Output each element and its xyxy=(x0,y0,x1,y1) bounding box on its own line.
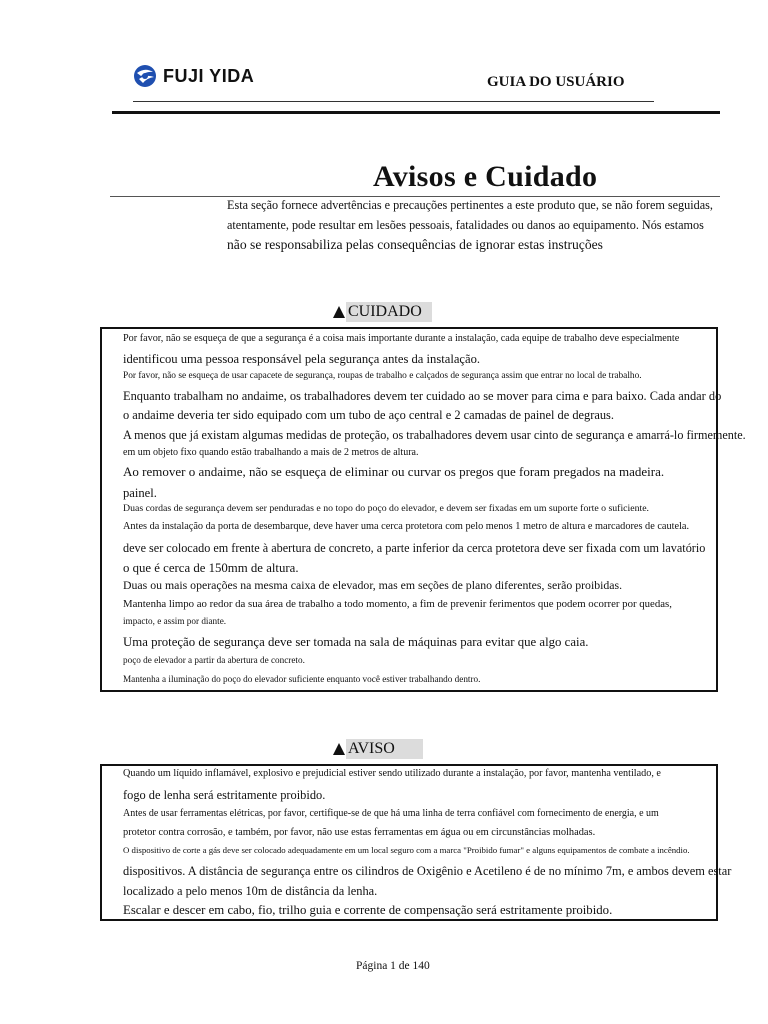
warning-triangle-icon xyxy=(333,743,345,755)
caution-line: impacto, e assim por diante. xyxy=(123,616,227,626)
warning-triangle-icon xyxy=(333,306,345,318)
header-divider-thin xyxy=(133,101,654,102)
intro-line: não se responsabiliza pelas consequências de ignorar estas instruções xyxy=(227,237,603,252)
title-divider xyxy=(110,196,720,197)
warning-line: Escalar e descer em cabo, fio, trilho guia e corrente de compensação será estritamente proibido. xyxy=(123,903,613,917)
section-label-aviso xyxy=(333,739,423,759)
caution-line: Ao remover o andaime, não se esqueça de eliminar ou curvar os pregos que foram pregados na madeira. xyxy=(123,464,665,479)
caution-line: Duas ou mais operações na mesma caixa de elevador, mas em seções de plano diferentes, serão proibidas. xyxy=(123,578,623,592)
caution-line: Por favor, não se esqueça de que a segurança é a coisa mais importante durante a instalação, cada equipe de trabalho deve especialmente xyxy=(123,333,680,344)
caution-line: identificou uma pessoa responsável pela segurança antes da instalação. xyxy=(123,352,481,366)
section-label-text: CUIDADO xyxy=(346,302,432,322)
warning-line: localizado a pelo menos 10m de distância da lenha. xyxy=(123,884,378,898)
caution-line: deve ser colocado em frente à abertura de concreto, a parte inferior da cerca protetora deve ser fixada com um lavatório xyxy=(123,541,706,555)
caution-line: Enquanto trabalham no andaime, os trabalhadores devem ter cuidado ao se mover para cima e para baixo. Cada andar do xyxy=(123,389,722,403)
caution-line: Uma proteção de segurança deve ser tomada na sala de máquinas para evitar que algo caia. xyxy=(123,635,589,649)
caution-line: o andaime deveria ter sido equipado com um tubo de aço central e 2 camadas de painel de degraus. xyxy=(123,408,614,422)
caution-line: Por favor, não se esqueça de usar capacete de segurança, roupas de trabalho e calçados de segurança assim que entrar no local de trabalho. xyxy=(123,371,642,381)
warning-line: protetor contra corrosão, e também, por favor, não use estas ferramentas em água ou em circunstâncias molhadas. xyxy=(123,827,596,838)
header-divider-thick xyxy=(112,111,720,114)
warning-line: O dispositivo de corte a gás deve ser colocado adequadamente em um local seguro com a marca "Proibido fumar" e alguns equipamentos de combate a incêndio. xyxy=(123,845,690,855)
brand-logo xyxy=(133,62,254,90)
page-number: Página 1 de 140 xyxy=(356,960,430,972)
brand-name: FUJI YIDA xyxy=(163,65,255,86)
intro-line: Esta seção fornece advertências e precauções pertinentes a este produto que, se não forem seguidas, xyxy=(227,198,713,212)
warning-line: fogo de lenha será estritamente proibido. xyxy=(123,788,326,802)
caution-line: A menos que já existam algumas medidas de proteção, os trabalhadores devem usar cinto de segurança e amarrá-lo firmemente. xyxy=(123,428,746,442)
caution-line: poço de elevador a partir da abertura de concreto. xyxy=(123,655,305,665)
section-label-text: AVISO xyxy=(346,739,423,759)
caution-line: Antes da instalação da porta de desembarque, deve haver uma cerca protetora com pelo menos 1 metro de altura e marcadores de cautela. xyxy=(123,521,690,532)
warning-line: Quando um líquido inflamável, explosivo e prejudicial estiver sendo utilizado durante a instalação, por favor, mantenha ventilado, e xyxy=(123,768,661,779)
caution-line: o que é cerca de 150mm de altura. xyxy=(123,561,299,575)
caution-line: em um objeto fixo quando estão trabalhando a mais de 2 metros de altura. xyxy=(123,447,419,458)
page-title: Avisos e Cuidado xyxy=(373,160,598,193)
caution-line: Duas cordas de segurança devem ser penduradas e no topo do poço do elevador, e devem ser fixadas em um suporte forte o suficiente. xyxy=(123,503,650,514)
caution-line: Mantenha limpo ao redor da sua área de trabalho a todo momento, a fim de prevenir ferimentos que podem ocorrer por quedas, xyxy=(123,598,672,610)
caution-line: Mantenha a iluminação do poço do elevador suficiente enquanto você estiver trabalhando dentro. xyxy=(123,674,481,684)
document-title: GUIA DO USUÁRIO xyxy=(487,74,625,90)
caution-line: painel. xyxy=(123,486,157,500)
intro-line: atentamente, pode resultar em lesões pessoais, fatalidades ou danos ao equipamento. Nós estamos xyxy=(227,218,704,232)
section-label-cuidado xyxy=(333,302,432,322)
warning-line: Antes de usar ferramentas elétricas, por favor, certifique-se de que há uma linha de terra confiável com fornecimento de energia, e um xyxy=(123,808,659,819)
fuji-yida-logo-icon xyxy=(133,63,157,89)
warning-line: dispositivos. A distância de segurança entre os cilindros de Oxigênio e Acetileno é de no mínimo 7m, e ambos devem estar xyxy=(123,864,732,878)
